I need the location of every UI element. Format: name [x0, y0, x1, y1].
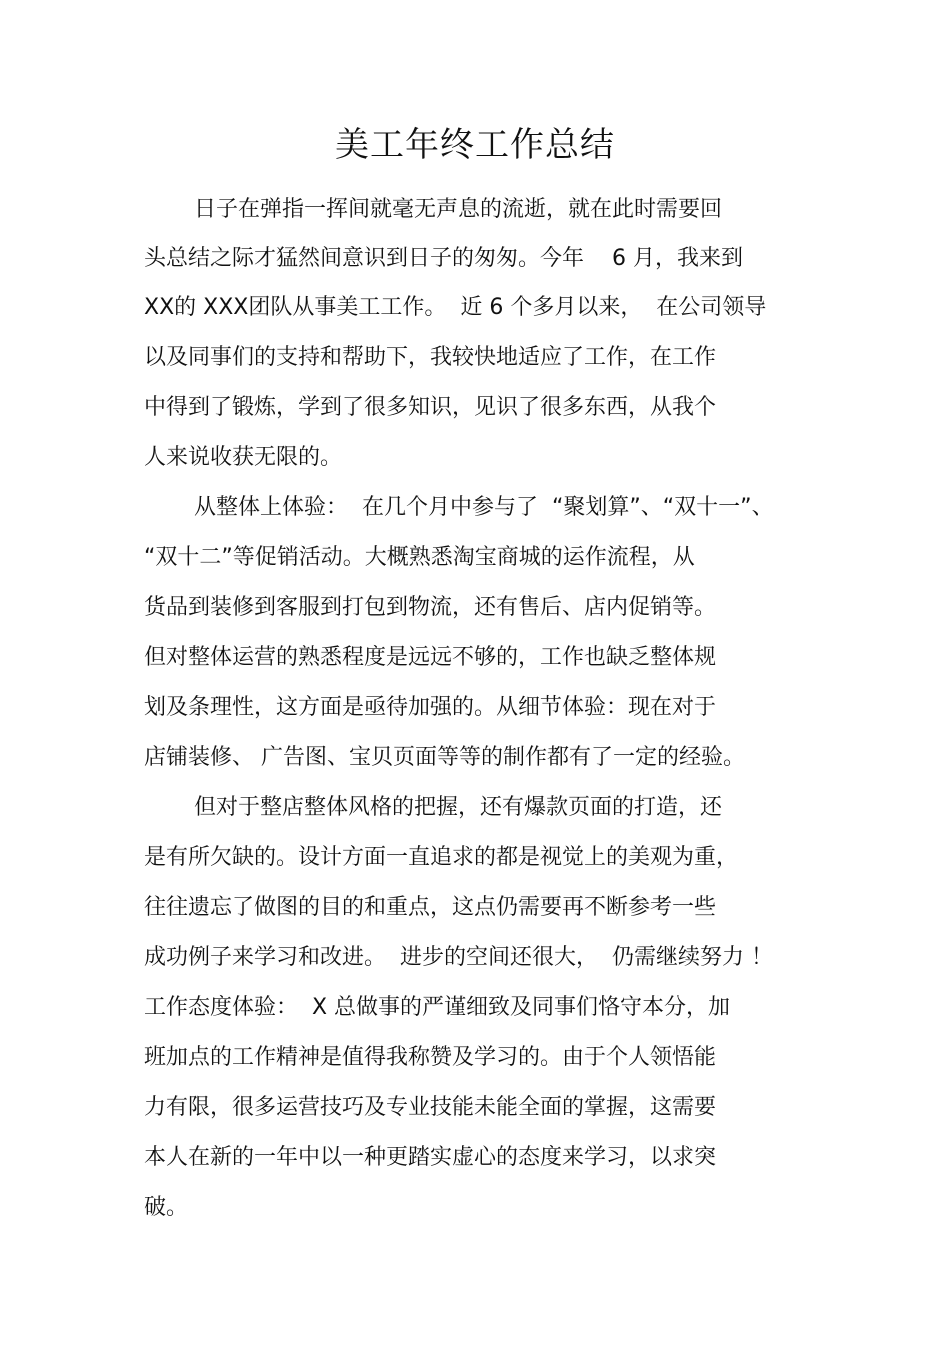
paragraph-line: 头总结之际才猛然间意识到日子的匆匆。今年 6 月，我来到	[144, 246, 743, 271]
paragraph-line: 力有限，很多运营技巧及专业技能未能全面的掌握，这需要	[144, 1095, 717, 1120]
paragraph-line: 但对整体运营的熟悉程度是远远不够的，工作也缺乏整体规	[144, 645, 717, 670]
paragraph-line: 破。	[144, 1195, 189, 1220]
paragraph-line: 以及同事们的支持和帮助下，我较快地适应了工作，在工作	[144, 345, 717, 370]
document-title: 美工年终工作总结	[335, 125, 615, 165]
paragraph-line: 中得到了锻炼，学到了很多知识，见识了很多东西，从我个	[144, 395, 717, 420]
paragraph-line: “双十二”等促销活动。大概熟悉淘宝商城的运作流程，从	[144, 545, 695, 570]
paragraph-line: 从整体上体验： 在几个月中参与了 “聚划算”、“双十一”、	[194, 495, 774, 520]
paragraph-line: XX的 XXX团队从事美工工作。 近 6 个多月以来， 在公司领导	[144, 295, 767, 320]
paragraph-line: 日子在弹指一挥间就毫无声息的流逝，就在此时需要回	[194, 197, 723, 222]
paragraph-line: 本人在新的一年中以一种更踏实虚心的态度来学习，以求突	[144, 1145, 717, 1170]
paragraph-line: 店铺装修、 广告图、宝贝页面等等的制作都有了一定的经验。	[144, 745, 745, 770]
paragraph-line: 但对于整店整体风格的把握，还有爆款页面的打造，还	[194, 795, 723, 820]
paragraph-line: 人来说收获无限的。	[144, 445, 343, 470]
paragraph-line: 工作态度体验： X 总做事的严谨细致及同事们恪守本分，加	[144, 995, 731, 1020]
paragraph-line: 成功例子来学习和改进。 进步的空间还很大， 仍需继续努力 ！	[144, 945, 773, 970]
paragraph-line: 是有所欠缺的。设计方面一直追求的都是视觉上的美观为重，	[144, 845, 739, 870]
paragraph-line: 划及条理性，这方面是亟待加强的。从细节体验：现在对于	[144, 695, 717, 720]
paragraph-line: 往往遗忘了做图的目的和重点，这点仍需要再不断参考一些	[144, 895, 717, 920]
paragraph-line: 货品到装修到客服到打包到物流，还有售后、店内促销等。	[144, 595, 717, 620]
paragraph-line: 班加点的工作精神是值得我称赞及学习的。由于个人领悟能	[144, 1045, 717, 1070]
